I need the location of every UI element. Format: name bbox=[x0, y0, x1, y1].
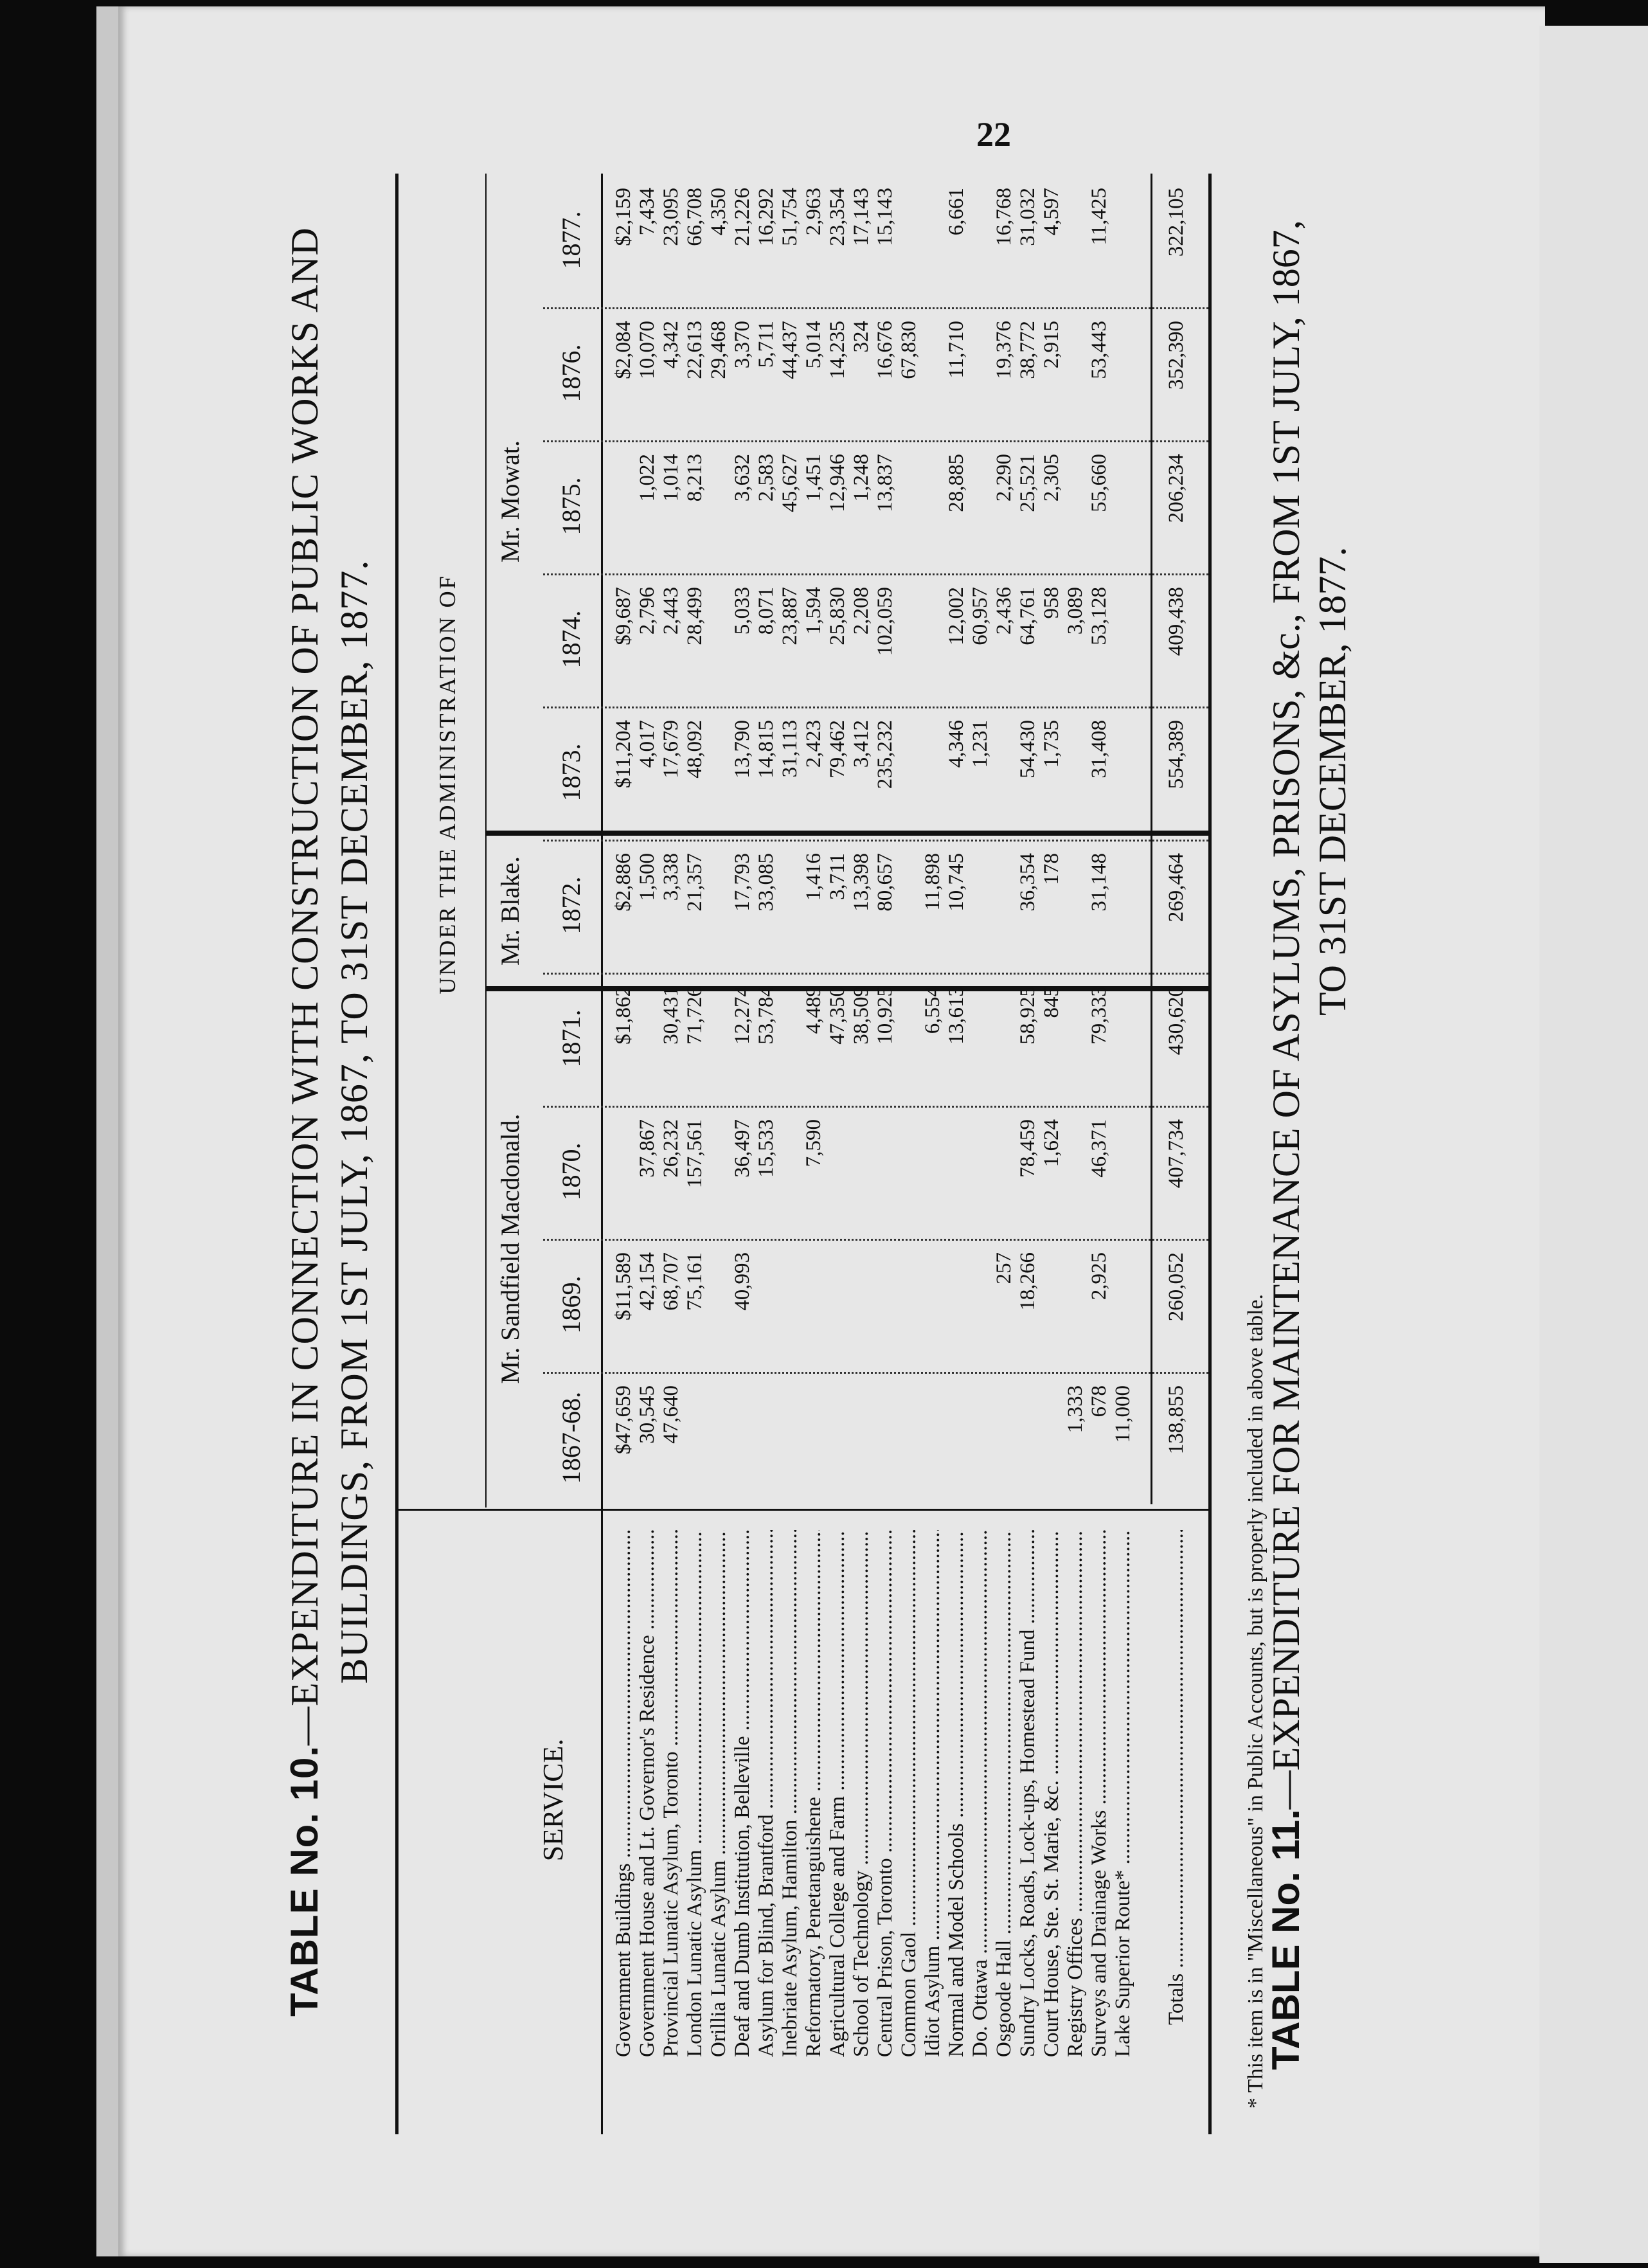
total-cell: 352,390 bbox=[1165, 321, 1188, 390]
column-dotted-rule bbox=[543, 1106, 1208, 1108]
service-label: Inebriate Asylum, Hamilton ..... bbox=[777, 1530, 803, 2057]
column-dotted-rule bbox=[543, 1372, 1208, 1374]
service-label: Deaf and Dumb Institution, Belleville ..... bbox=[730, 1530, 755, 2057]
table-cell: 31,408 bbox=[1088, 720, 1111, 779]
table-cell: 23,354 bbox=[826, 188, 849, 246]
table-cell: 55,660 bbox=[1088, 454, 1111, 512]
table-cell: 3,370 bbox=[731, 321, 754, 369]
table-cell: 60,957 bbox=[969, 587, 992, 645]
table-cell: 16,292 bbox=[755, 188, 778, 246]
table-cell: 17,143 bbox=[850, 188, 873, 246]
table-cell: 13,398 bbox=[850, 853, 873, 912]
table-title-line2: BUILDINGS, FROM 1ST JULY, 1867, TO 31ST DECEMBER, 1877. bbox=[333, 559, 375, 1684]
table-cell: 1,231 bbox=[969, 720, 992, 768]
next-table-title bbox=[1263, 141, 1356, 2070]
table-cell: $11,589 bbox=[612, 1252, 635, 1321]
table-cell: 4,489 bbox=[802, 986, 825, 1034]
service-label: Do. Ottawa ..... bbox=[967, 1530, 993, 2057]
table-cell: 25,521 bbox=[1016, 454, 1039, 512]
table-cell: 12,946 bbox=[826, 454, 849, 512]
year-header: 1870. bbox=[557, 1142, 586, 1201]
total-cell: 269,464 bbox=[1165, 853, 1188, 923]
totals-rule bbox=[1151, 174, 1152, 1504]
totals-label: Totals ..... bbox=[1163, 1530, 1189, 2025]
table-title-label: TABLE No. 10. bbox=[283, 1745, 326, 2017]
table-cell: 22,613 bbox=[683, 321, 706, 379]
table-cell: 45,627 bbox=[778, 454, 802, 512]
service-label: Central Prison, Toronto ..... bbox=[872, 1530, 898, 2057]
service-label: Surveys and Drainage Works ..... bbox=[1086, 1530, 1112, 2057]
header-rule bbox=[601, 174, 603, 2134]
next-table-label: TABLE No. 11. bbox=[1264, 1809, 1307, 2070]
table-top-rule bbox=[395, 174, 399, 2134]
table-cell: 845 bbox=[1040, 986, 1063, 1018]
footnote: * This item is in "Miscellaneous" in Public Accounts, but is properly included in above table. bbox=[1244, 1294, 1267, 2109]
table-cell: 37,867 bbox=[636, 1119, 659, 1178]
table-cell: 66,708 bbox=[683, 188, 706, 246]
column-dotted-rule bbox=[543, 307, 1208, 309]
table-cell: 15,143 bbox=[873, 188, 897, 246]
table-cell: 2,305 bbox=[1040, 454, 1063, 502]
table-cell: 2,436 bbox=[992, 587, 1016, 635]
year-header: 1876. bbox=[557, 344, 586, 402]
total-cell: 554,389 bbox=[1165, 720, 1188, 789]
year-header: 1869. bbox=[557, 1275, 586, 1334]
service-label: School of Technology ..... bbox=[848, 1530, 874, 2057]
year-header: 1875. bbox=[557, 477, 586, 536]
table-cell: 2,423 bbox=[802, 720, 825, 768]
table-cell: 5,711 bbox=[755, 321, 778, 368]
total-cell: 430,620 bbox=[1165, 986, 1188, 1056]
table-cell: 6,554 bbox=[921, 986, 944, 1034]
table-cell: 10,925 bbox=[873, 986, 897, 1045]
table-cell: 2,915 bbox=[1040, 321, 1063, 369]
total-cell: 322,105 bbox=[1165, 188, 1188, 257]
admin-sandfield-macdonald: Mr. Sandfield Macdonald. bbox=[496, 1113, 524, 1384]
table-cell: 29,468 bbox=[707, 321, 730, 379]
table-cell: 3,632 bbox=[731, 454, 754, 502]
table-cell: 79,462 bbox=[826, 720, 849, 779]
service-label: Government Buildings ..... bbox=[611, 1530, 636, 2057]
table-cell: 47,640 bbox=[659, 1385, 683, 1444]
service-label: Reformatory, Penetanguishene ..... bbox=[801, 1530, 827, 2057]
total-cell: 260,052 bbox=[1165, 1252, 1188, 1322]
table-cell: 67,830 bbox=[897, 321, 920, 379]
year-header: 1877. bbox=[557, 211, 586, 269]
year-header: 1873. bbox=[557, 743, 586, 802]
next-table-line1: —EXPENDITURE FOR MAINTENANCE OF ASYLUMS, PRISONS, &c., FROM 1ST JULY, 1867, bbox=[1265, 220, 1307, 1810]
table-cell: 28,499 bbox=[683, 587, 706, 645]
table-cell: 64,761 bbox=[1016, 587, 1039, 645]
total-cell: 409,438 bbox=[1165, 587, 1188, 656]
service-label: Sundry Locks, Roads, Lock-ups, Homestead Fund ..... bbox=[1015, 1530, 1041, 2057]
table-cell: 42,154 bbox=[636, 1252, 659, 1311]
service-label: Lake Superior Route* ..... bbox=[1110, 1530, 1136, 2057]
table-cell: 33,085 bbox=[755, 853, 778, 912]
table-cell: 18,266 bbox=[1016, 1252, 1039, 1311]
table-cell: 1,014 bbox=[659, 454, 683, 502]
table-cell: 31,032 bbox=[1016, 188, 1039, 246]
table-cell: 58,925 bbox=[1016, 986, 1039, 1045]
table-cell: 1,500 bbox=[636, 853, 659, 901]
under-administration-header: UNDER THE ADMINISTRATION OF bbox=[434, 574, 460, 995]
table-cell: $9,687 bbox=[612, 587, 635, 645]
table-cell: 1,416 bbox=[802, 853, 825, 901]
table-cell: 2,290 bbox=[992, 454, 1016, 502]
table-cell: 14,815 bbox=[755, 720, 778, 779]
table-cell: 4,346 bbox=[945, 720, 968, 768]
rotated-table-content bbox=[280, 109, 1354, 2166]
table-cell: 44,437 bbox=[778, 321, 802, 379]
table-cell: 257 bbox=[992, 1252, 1016, 1284]
table-cell: 7,434 bbox=[636, 188, 659, 236]
table-cell: 102,059 bbox=[873, 587, 897, 656]
service-label: London Lunatic Asylum ..... bbox=[682, 1530, 708, 2057]
table-cell: 47,350 bbox=[826, 986, 849, 1045]
table-cell: 1,333 bbox=[1064, 1385, 1087, 1434]
table-cell: 11,898 bbox=[921, 853, 944, 911]
table-cell: 17,679 bbox=[659, 720, 683, 779]
table-cell: 53,128 bbox=[1088, 587, 1111, 645]
table-cell: 13,790 bbox=[731, 720, 754, 779]
table-cell: 75,161 bbox=[683, 1252, 706, 1311]
table-cell: $47,659 bbox=[612, 1385, 635, 1455]
table-cell: 5,014 bbox=[802, 321, 825, 369]
table-cell: 8,213 bbox=[683, 454, 706, 502]
service-label: Osgoode Hall ..... bbox=[991, 1530, 1017, 2057]
table-cell: 3,711 bbox=[826, 853, 849, 901]
table-cell: 30,431 bbox=[659, 986, 683, 1045]
table-cell: 53,784 bbox=[755, 986, 778, 1045]
table-cell: 4,342 bbox=[659, 321, 683, 369]
table-cell: 157,561 bbox=[683, 1119, 706, 1189]
service-label: Registry Offices ..... bbox=[1062, 1530, 1088, 2057]
table-cell: 178 bbox=[1040, 853, 1063, 885]
table-cell: $11,204 bbox=[612, 720, 635, 789]
total-cell: 138,855 bbox=[1165, 1385, 1188, 1455]
table-cell: 1,248 bbox=[850, 454, 873, 502]
service-label: Asylum for Blind, Brantford ..... bbox=[753, 1530, 779, 2057]
table-cell: 53,443 bbox=[1088, 321, 1111, 379]
table-cell: 48,092 bbox=[683, 720, 706, 779]
table-cell: 3,089 bbox=[1064, 587, 1087, 635]
table-cell: 7,590 bbox=[802, 1119, 825, 1167]
table-cell: 8,071 bbox=[755, 587, 778, 635]
service-label: Normal and Model Schools ..... bbox=[944, 1530, 969, 2057]
table-cell: 36,354 bbox=[1016, 853, 1039, 912]
table-title-line1: —EXPENDITURE IN CONNECTION WITH CONSTRUCTION OF PUBLIC WORKS AND bbox=[283, 227, 326, 1745]
service-label: Orillia Lunatic Asylum ..... bbox=[706, 1530, 731, 2057]
service-label: Common Gaol ..... bbox=[896, 1530, 922, 2057]
column-dotted-rule bbox=[543, 573, 1208, 575]
table-cell: 10,070 bbox=[636, 321, 659, 379]
table-bottom-rule bbox=[1208, 174, 1212, 2134]
table-cell: 71,726 bbox=[683, 986, 706, 1045]
table-cell: 6,661 bbox=[945, 188, 968, 236]
table-cell: 21,357 bbox=[683, 853, 706, 912]
table-cell: 31,113 bbox=[778, 720, 802, 778]
table-cell: 3,338 bbox=[659, 853, 683, 901]
table-cell: 2,925 bbox=[1088, 1252, 1111, 1300]
table-cell: 31,148 bbox=[1088, 853, 1111, 912]
table-cell: 80,657 bbox=[873, 853, 897, 912]
table-cell: 15,533 bbox=[755, 1119, 778, 1178]
table-cell: 2,443 bbox=[659, 587, 683, 635]
table-cell: 26,232 bbox=[659, 1119, 683, 1178]
table-cell: 235,232 bbox=[873, 720, 897, 789]
service-label: Idiot Asylum ..... bbox=[920, 1530, 945, 2057]
service-label: Agricultural College and Farm ..... bbox=[825, 1530, 850, 2057]
expenditure-table bbox=[395, 174, 1231, 2134]
column-dotted-rule bbox=[543, 440, 1208, 442]
admin-mowat: Mr. Mowat. bbox=[496, 440, 524, 562]
year-header: 1872. bbox=[557, 876, 586, 935]
table-cell: 12,274 bbox=[731, 986, 754, 1045]
table-cell: 12,002 bbox=[945, 587, 968, 645]
table-cell: 1,022 bbox=[636, 454, 659, 502]
table-cell: 1,624 bbox=[1040, 1119, 1063, 1167]
table-cell: 21,226 bbox=[731, 188, 754, 246]
table-cell: 54,430 bbox=[1016, 720, 1039, 779]
table-cell: 1,735 bbox=[1040, 720, 1063, 768]
table-cell: 2,208 bbox=[850, 587, 873, 635]
year-header: 1874. bbox=[557, 610, 586, 669]
table-cell: 11,425 bbox=[1088, 188, 1111, 246]
table-cell: 23,887 bbox=[778, 587, 802, 645]
table-cell: 5,033 bbox=[731, 587, 754, 635]
table-cell: 324 bbox=[850, 321, 873, 353]
table-cell: 46,371 bbox=[1088, 1119, 1111, 1178]
table-cell: 25,830 bbox=[826, 587, 849, 645]
table-cell: 3,412 bbox=[850, 720, 873, 768]
service-label: Court House, Ste. St. Marie, &c. ..... bbox=[1039, 1530, 1064, 2057]
adjacent-page-edge bbox=[1539, 26, 1648, 2263]
table-cell: $1,862 bbox=[612, 986, 635, 1045]
table-cell: 11,000 bbox=[1111, 1385, 1134, 1443]
table-cell: $2,084 bbox=[612, 321, 635, 379]
total-cell: 407,734 bbox=[1165, 1119, 1188, 1189]
table-cell: 78,459 bbox=[1016, 1119, 1039, 1178]
table-cell: 51,754 bbox=[778, 188, 802, 246]
table-cell: 17,793 bbox=[731, 853, 754, 912]
service-label: Government House and Lt. Governor's Residence ..... bbox=[634, 1530, 660, 2057]
table-cell: 11,710 bbox=[945, 321, 968, 379]
table-cell: 28,885 bbox=[945, 454, 968, 512]
table-cell: 13,613 bbox=[945, 986, 968, 1045]
column-dotted-rule bbox=[543, 706, 1208, 708]
next-table-line2: TO 31ST DECEMBER, 1877. bbox=[1311, 546, 1354, 1016]
table-cell: 678 bbox=[1088, 1385, 1111, 1418]
table-cell: 13,837 bbox=[873, 454, 897, 512]
table-cell: 2,963 bbox=[802, 188, 825, 236]
column-dotted-rule bbox=[543, 1239, 1208, 1241]
service-label: Provincial Lunatic Asylum, Toronto ..... bbox=[658, 1530, 684, 2057]
page-number: 22 bbox=[976, 115, 1011, 154]
table-cell: $2,886 bbox=[612, 853, 635, 912]
table-cell: 30,545 bbox=[636, 1385, 659, 1444]
column-dotted-rule bbox=[543, 840, 1208, 842]
table-cell: 4,350 bbox=[707, 188, 730, 236]
admin-header-rule bbox=[485, 174, 487, 1508]
table-title bbox=[280, 174, 379, 2070]
table-cell: 16,676 bbox=[873, 321, 897, 379]
table-cell: 38,509 bbox=[850, 986, 873, 1045]
column-dotted-rule bbox=[543, 973, 1208, 975]
table-cell: 40,993 bbox=[731, 1252, 754, 1311]
table-cell: 79,333 bbox=[1088, 986, 1111, 1045]
total-cell: 206,234 bbox=[1165, 454, 1188, 523]
table-cell: 16,768 bbox=[992, 188, 1016, 246]
table-cell: 19,376 bbox=[992, 321, 1016, 379]
table-cell: 14,235 bbox=[826, 321, 849, 379]
table-cell: 36,497 bbox=[731, 1119, 754, 1178]
table-cell: 1,594 bbox=[802, 587, 825, 635]
admin-blake: Mr. Blake. bbox=[496, 856, 524, 966]
year-header: 1867-68. bbox=[557, 1391, 586, 1484]
table-cell: 958 bbox=[1040, 587, 1063, 619]
year-header: 1871. bbox=[557, 1009, 586, 1068]
table-cell: 68,707 bbox=[659, 1252, 683, 1311]
service-header: SERVICE. bbox=[537, 1738, 569, 1862]
table-cell: 23,095 bbox=[659, 188, 683, 246]
table-cell: 1,451 bbox=[802, 454, 825, 502]
table-cell: 10,745 bbox=[945, 853, 968, 912]
table-cell: $2,159 bbox=[612, 188, 635, 246]
table-cell: 2,583 bbox=[755, 454, 778, 502]
table-cell: 38,772 bbox=[1016, 321, 1039, 379]
table-cell: 4,017 bbox=[636, 720, 659, 768]
table-cell: 4,597 bbox=[1040, 188, 1063, 236]
service-column-separator bbox=[395, 1509, 1208, 1511]
table-cell: 2,796 bbox=[636, 587, 659, 635]
